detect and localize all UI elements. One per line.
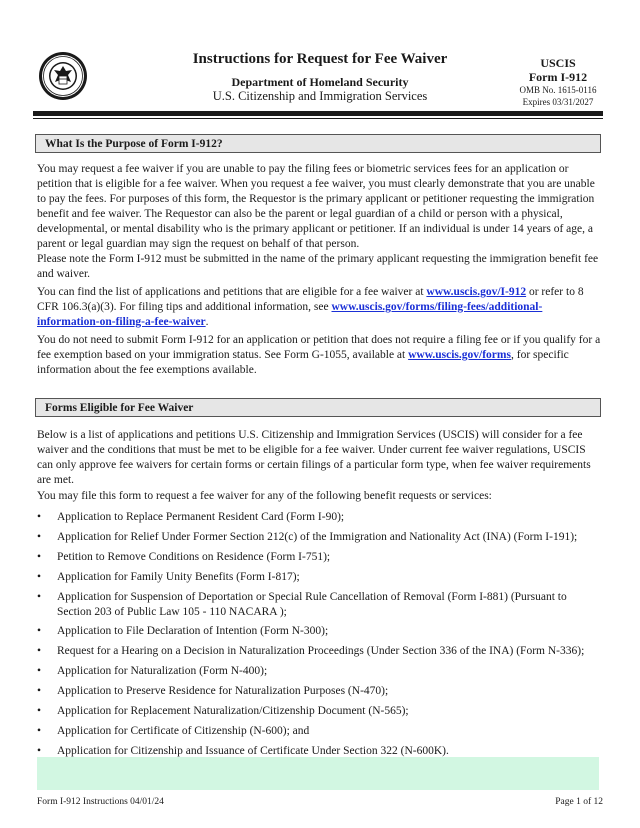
fee-waiver-info-link[interactable]: www.uscis.gov/forms/filing-fees/additional-information-on-filing-a-fee-waiver — [37, 301, 543, 328]
purpose-p3-text-end: . — [205, 316, 209, 328]
list-item-text: Application to Replace Permanent Resident Card (Form I-90); — [57, 511, 345, 523]
list-item — [37, 550, 601, 565]
bullet-icon: • — [37, 551, 42, 563]
highlight-band — [37, 757, 599, 790]
header-rule-thick — [33, 111, 603, 116]
bullet-icon: • — [37, 511, 42, 523]
purpose-paragraph-4 — [37, 333, 601, 378]
section-heading-eligible: Forms Eligible for Fee Waiver — [35, 398, 601, 417]
list-item — [37, 530, 601, 545]
list-item — [37, 510, 601, 525]
document-title: Instructions for Request for Fee Waiver — [192, 51, 448, 67]
section-heading-purpose: What Is the Purpose of Form I-912? — [35, 134, 601, 153]
purpose-p3-text-mid: or refer to 8 CFR 106.3(a)(3). For filing tips and additional information, see — [37, 286, 584, 313]
bullet-icon: • — [37, 645, 42, 657]
list-item-text: Application for Family Unity Benefits (Form I-817); — [57, 571, 300, 583]
list-item — [37, 704, 601, 719]
list-item-text: Application for Naturalization (Form N-400); — [57, 665, 268, 677]
bullet-icon: • — [37, 531, 42, 543]
purpose-paragraph-3 — [37, 285, 601, 330]
list-item-text: Request for a Hearing on a Decision in Naturalization Proceedings (Under Section 336 of the INA) (Form N-336); — [57, 645, 585, 657]
eligible-paragraph-2: You may file this form to request a fee waiver for any of the following benefit requests or services: — [37, 490, 492, 502]
bullet-icon: • — [37, 725, 42, 737]
purpose-paragraph-1: You may request a fee waiver if you are unable to pay the filing fees or biometric services fees for an application or petition that is eligible for a fee waiver. When you request a fee waiver, you must clearly demonstrate that you are unable to pay the fees. For purposes of this form, the Requestor is the primary applicant or petitioner requesting the immigration benefit and fee waiver. The Requestor can also be the parent or legal guardian of a child or person with a physical, developmental, or mental disability who is the primary applicant or petitioner. If an individual is under 14 years of age, a parent or legal guardian may sign the request on behalf of that person. — [37, 163, 595, 250]
expiration-date: Expires 03/31/2027 — [522, 97, 594, 107]
bullet-icon: • — [37, 705, 42, 717]
purpose-p3-text-start: You can find the list of applications and petitions that are eligible for a fee waiver at — [37, 286, 427, 298]
list-item-text: Application for Citizenship and Issuance of Certificate Under Section 322 (N-600K). — [57, 745, 449, 757]
list-item — [37, 684, 601, 699]
page-header — [0, 0, 640, 112]
uscis-label: USCIS — [540, 56, 576, 70]
omb-number: OMB No. 1615-0116 — [519, 85, 597, 95]
uscis-forms-link[interactable]: www.uscis.gov/forms — [408, 349, 511, 361]
list-item-text: Application for Replacement Naturalization/Citizenship Document (N-565); — [57, 705, 409, 717]
list-item-text: Application for Suspension of Deportation or Special Rule Cancellation of Removal (Form I-881) (Pursuant to Section 203 of Public Law 105 - 110 NACARA ); — [57, 591, 567, 618]
agency-name: U.S. Citizenship and Immigration Services — [212, 89, 428, 103]
list-item-text: Petition to Remove Conditions on Residence (Form I-751); — [57, 551, 331, 563]
list-item-text: Application for Relief Under Former Section 212(c) of the Immigration and Nationality Act (INA) (Form I-191); — [57, 531, 578, 543]
purpose-p4-text-start: You do not need to submit Form I-912 for an application or petition that does not require a filing fee or if you qualify for a fee exemption based on your immigration status. See Form G-1055, available at — [37, 334, 601, 361]
footer-form-info: Form I-912 Instructions 04/01/24 — [37, 797, 164, 807]
header-rule-thin — [33, 118, 603, 119]
bullet-icon: • — [37, 571, 42, 583]
department-name: Department of Homeland Security — [231, 75, 409, 89]
list-item — [37, 590, 601, 620]
list-item — [37, 724, 601, 739]
purpose-p4-text-end: , for specific information about the fee exemptions available. — [37, 349, 569, 376]
footer-page-number: Page 1 of 12 — [555, 797, 603, 807]
dhs-seal-icon — [38, 51, 88, 101]
eligible-paragraph-1: Below is a list of applications and petitions U.S. Citizenship and Immigration Services (USCIS) will consider for a fee waiver and the conditions that must be met to be eligible for a fee waiver. Under current fee waiver regulations, USCIS can only approve fee waivers for certain forms or certain filings of a particular form type, when fee waiver requirements are met. — [37, 429, 591, 486]
list-item — [37, 570, 601, 585]
bullet-icon: • — [37, 665, 42, 677]
bullet-icon: • — [37, 685, 42, 697]
list-item-text: Application for Certificate of Citizenship (N-600); and — [57, 725, 310, 737]
purpose-paragraph-2: Please note the Form I-912 must be submitted in the name of the primary applicant requesting the immigration benefit fee and waiver. — [37, 253, 599, 280]
bullet-icon: • — [37, 625, 42, 637]
list-item-text: Application to File Declaration of Intention (Form N-300); — [57, 625, 329, 637]
list-item — [37, 624, 601, 639]
i912-link[interactable]: www.uscis.gov/I-912 — [426, 286, 527, 298]
list-item-text: Application to Preserve Residence for Naturalization Purposes (N-470); — [57, 685, 389, 697]
form-number: Form I-912 — [528, 70, 588, 84]
bullet-icon: • — [37, 591, 42, 603]
bullet-icon: • — [37, 745, 42, 757]
list-item — [37, 644, 601, 659]
list-item — [37, 664, 601, 679]
